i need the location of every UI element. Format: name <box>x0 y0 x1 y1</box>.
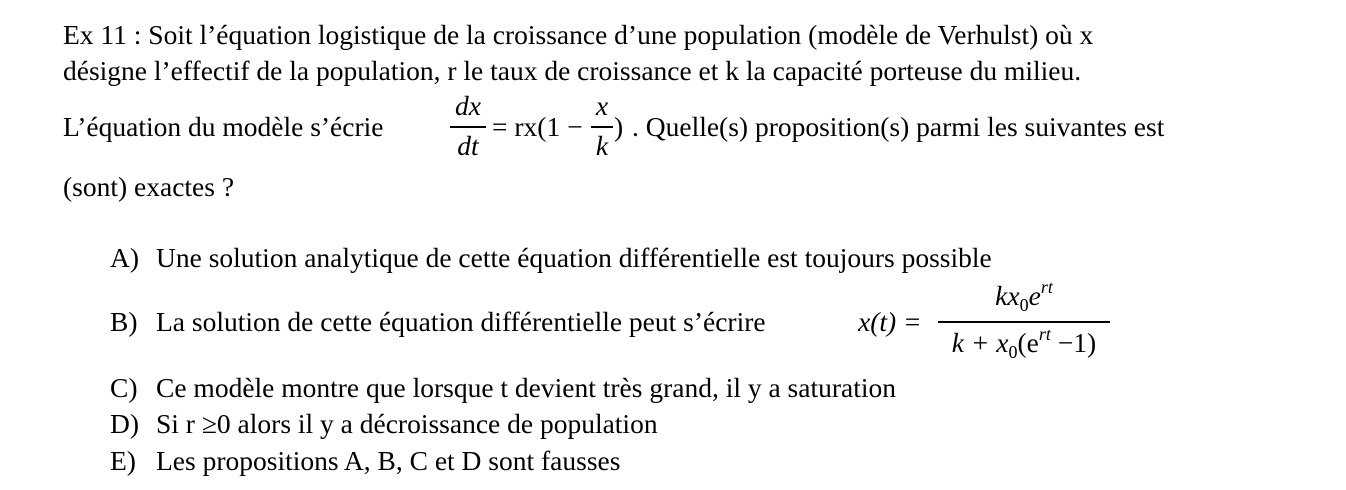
exercise-line-3-start: L’équation du modèle s’écrie <box>63 111 384 142</box>
option-d-letter: D) <box>110 408 140 439</box>
fraction-bar <box>591 126 613 128</box>
fraction-denominator: k <box>595 130 609 161</box>
fraction-bar <box>450 126 486 128</box>
fraction-numerator: dx <box>455 90 481 121</box>
option-e-letter: E) <box>110 445 136 476</box>
formula-b-numerator: $kx_0e^{rt}$ <box>995 277 1053 315</box>
exercise-line-1: Ex 11 : Soit l’équation logistique de la croissance d’une population (modèle de Verhulst) où x <box>63 19 1094 50</box>
option-d-text: Si r ≥0 alors il y a décroissance de population <box>156 408 658 439</box>
equation-rhs: = rx(1 − <box>492 111 583 142</box>
option-a-text: Une solution analytique de cette équation différentielle est toujours possible <box>156 242 992 273</box>
fraction-denominator: dt <box>457 130 479 161</box>
option-e-text: Les propositions A, B, C et D sont fausses <box>156 445 621 476</box>
option-b-text: La solution de cette équation différentielle peut s’écrire <box>156 306 766 337</box>
option-c-text: Ce modèle montre que lorsque t devient très grand, il y a saturation <box>156 372 897 403</box>
exercise-line-4: (sont) exactes ? <box>63 171 235 202</box>
formula-b-lhs-text: x(t) = <box>858 306 922 337</box>
exercise-line-2: désigne l’effectif de la population, r le taux de croissance et k la capacité porteuse du milieu. <box>63 55 1082 86</box>
formula-b-lhs <box>858 308 922 336</box>
option-c-letter: C) <box>110 372 138 403</box>
option-a-letter: A) <box>110 242 140 273</box>
exercise-line-3-end: . Quelle(s) proposition(s) parmi les suivantes est <box>632 111 1165 142</box>
formula-b-denominator: $k + x_0(e^{rt} -1)$ <box>951 324 1097 362</box>
fraction-bar <box>938 321 1110 323</box>
fraction-numerator: x <box>595 90 609 121</box>
option-b-letter: B) <box>110 306 138 337</box>
equation-close-paren: ) <box>614 111 624 142</box>
